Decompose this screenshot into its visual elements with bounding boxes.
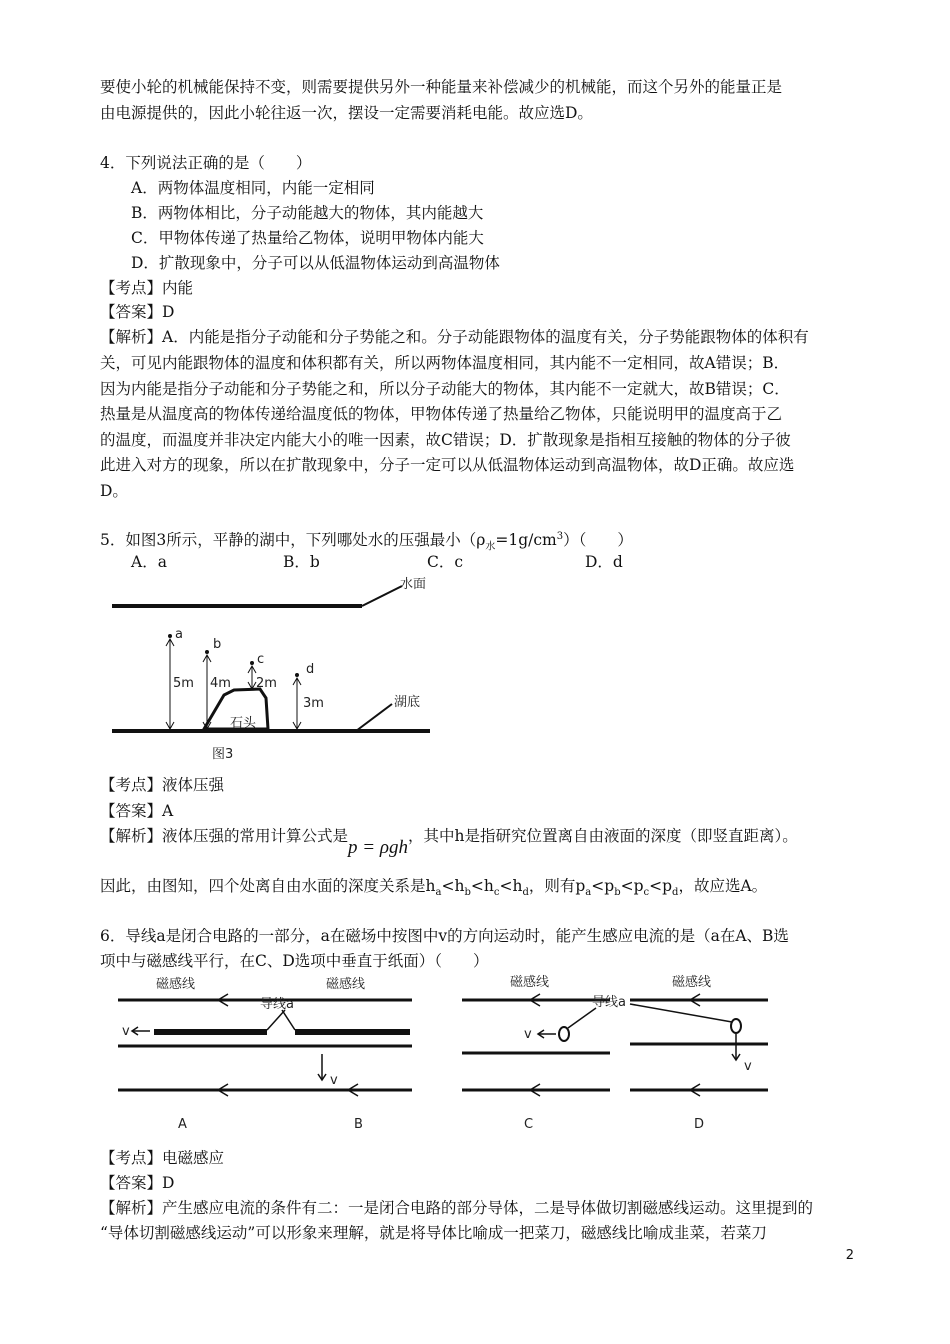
svg-text:v: v bbox=[330, 1073, 338, 1088]
wire-a-panel-a bbox=[154, 1029, 267, 1035]
lake-bottom-label: 湖底 bbox=[394, 695, 421, 710]
panel-b bbox=[282, 976, 412, 1132]
pressure-relation: $p_a<p_b<p_c<p_d$ bbox=[575, 877, 679, 899]
svg-text:磁感线: 磁感线 bbox=[672, 975, 712, 990]
page-number: 2 bbox=[845, 1248, 854, 1263]
q4-answer: 【答案】D bbox=[100, 303, 175, 321]
panel-c bbox=[462, 974, 626, 1132]
wire-a-panel-b bbox=[295, 1029, 410, 1035]
q5-kaodian: 【考点】液体压强 bbox=[100, 776, 225, 794]
wire-a-panel-c bbox=[559, 1027, 569, 1041]
q4-analysis-6: 此进入对方的现象，所以在扩散现象中，分子一定可以从低温物体运动到高温物体，故D正确。故应选 bbox=[100, 456, 795, 474]
q5-answer: 【答案】A bbox=[100, 802, 174, 820]
q6-kaodian: 【考点】电磁感应 bbox=[100, 1149, 225, 1167]
q4-option-c: C．甲物体传递了热量给乙物体，说明甲物体内能大 bbox=[131, 229, 484, 247]
wire-a-panel-d bbox=[731, 1019, 741, 1033]
q5-option-b: B．b bbox=[283, 553, 320, 571]
q5-option-c: C．c bbox=[427, 553, 464, 571]
q5-stem: 5．如图3所示，平静的湖中，下列哪处水的压强最小$(\rho_水=1g/cm^3)$（ ） bbox=[100, 531, 633, 553]
q4-analysis-3: 因为内能是指分子动能和分子势能之和，所以分子动能大的物体，其内能不一定就大，故B错误；C． bbox=[100, 380, 790, 398]
q4-option-b: B．两物体相比，分子动能越大的物体，其内能越大 bbox=[131, 204, 484, 222]
intro-line-1: 要使小轮的机械能保持不变，则需要提供另外一种能量来补偿减少的机械能，而这个另外的能量正是 bbox=[100, 78, 783, 96]
svg-text:v: v bbox=[744, 1059, 752, 1074]
depth-relation: $h_a<h_b<h_c<h_d$ bbox=[425, 877, 529, 899]
svg-text:磁感线: 磁感线 bbox=[156, 977, 196, 992]
q4-option-a: A．两物体温度相同，内能一定相同 bbox=[131, 179, 375, 197]
depth-d-label: 3m bbox=[303, 696, 324, 711]
point-c bbox=[250, 661, 254, 665]
q6-stem-line-2: 项中与磁感线平行，在C、D选项中垂直于纸面）（ ） bbox=[100, 952, 489, 970]
svg-text:B: B bbox=[354, 1117, 363, 1132]
water-surface-label: 水面 bbox=[400, 577, 427, 592]
q4-option-d: D．扩散现象中，分子可以从低温物体运动到高温物体 bbox=[131, 254, 500, 272]
q4-analysis-2: 关，可见内能跟物体的温度和体积都有关，所以两物体温度相同，其内能不一定相同，故A错误；B． bbox=[100, 354, 790, 372]
point-b-label: b bbox=[213, 637, 222, 652]
svg-text:v: v bbox=[122, 1024, 130, 1039]
depth-c-label: 2m bbox=[256, 676, 277, 691]
q4-analysis-7: D。 bbox=[100, 482, 128, 500]
q4-analysis-1: 【解析】A．内能是指分子动能和分子势能之和。分子动能跟物体的温度有关，分子势能跟物体的体积有 bbox=[100, 328, 809, 346]
figure-3-lake bbox=[100, 572, 445, 770]
lake-bottom-pointer bbox=[356, 704, 392, 731]
q6-stem-line-1: 6．导线a是闭合电路的一部分，a在磁场中按图中v的方向运动时，能产生感应电流的是（a在A、B选 bbox=[100, 927, 789, 945]
q4-analysis-5: 的温度，而温度并非决定内能大小的唯一因素，故C错误；D．扩散现象是指相互接触的物体的分子彼 bbox=[100, 431, 791, 449]
q5-conclusion: 因此，由图知，四个处离自由水面的深度关系是$h_a<h_b<h_c<h_d$，则有$p_a<p_b<p_c<p_d$，故应选A。 bbox=[100, 877, 768, 899]
intro-line-2: 由电源提供的，因此小轮往返一次，摆设一定需要消耗电能。故应选D。 bbox=[100, 104, 593, 122]
point-d-label: d bbox=[306, 662, 315, 677]
q6-analysis-1: 【解析】产生感应电流的条件有二：一是闭合电路的部分导体，二是导体做切割磁感线运动。这里提到的 bbox=[100, 1199, 814, 1217]
svg-text:D: D bbox=[694, 1117, 705, 1132]
q5-option-d: D．d bbox=[585, 553, 623, 571]
svg-text:磁感线: 磁感线 bbox=[326, 977, 366, 992]
point-d bbox=[295, 673, 299, 677]
q4-stem: 4．下列说法正确的是（ ） bbox=[100, 154, 312, 172]
q5-analysis: 【解析】液体压强的常用计算公式是p = ρgh，其中h是指研究位置离自由液面的深度（即竖直距离）。 bbox=[100, 827, 798, 858]
q6-analysis-2: “导体切割磁感线运动”可以形象来理解，就是将导体比喻成一把菜刀，磁感线比喻成韭菜，若菜刀 bbox=[100, 1224, 767, 1242]
svg-text:v: v bbox=[524, 1027, 532, 1042]
svg-text:A: A bbox=[178, 1117, 187, 1132]
q6-answer: 【答案】D bbox=[100, 1174, 175, 1192]
point-c-label: c bbox=[257, 652, 265, 667]
q5-option-a: A．a bbox=[131, 553, 167, 571]
point-b bbox=[205, 650, 209, 654]
q4-kaodian: 【考点】内能 bbox=[100, 279, 194, 297]
point-a bbox=[168, 634, 172, 638]
svg-text:导线a: 导线a bbox=[592, 995, 626, 1010]
stone-label: 石头 bbox=[230, 716, 257, 731]
svg-text:磁感线: 磁感线 bbox=[510, 975, 550, 990]
point-a-label: a bbox=[175, 627, 183, 642]
figure-3-caption: 图3 bbox=[212, 747, 234, 762]
depth-a-label: 5m bbox=[173, 676, 194, 691]
water-surface-pointer bbox=[362, 586, 402, 606]
figure-electromagnetic-induction bbox=[100, 968, 780, 1136]
svg-text:导线a: 导线a bbox=[260, 997, 294, 1012]
panel-d bbox=[630, 974, 768, 1132]
pressure-formula: p = ρgh bbox=[348, 837, 408, 858]
q4-analysis-4: 热量是从温度高的物体传递给温度低的物体，甲物体传递了热量给乙物体，只能说明甲的温度高于乙 bbox=[100, 405, 783, 423]
depth-b-label: 4m bbox=[210, 676, 231, 691]
svg-text:C: C bbox=[524, 1117, 534, 1132]
